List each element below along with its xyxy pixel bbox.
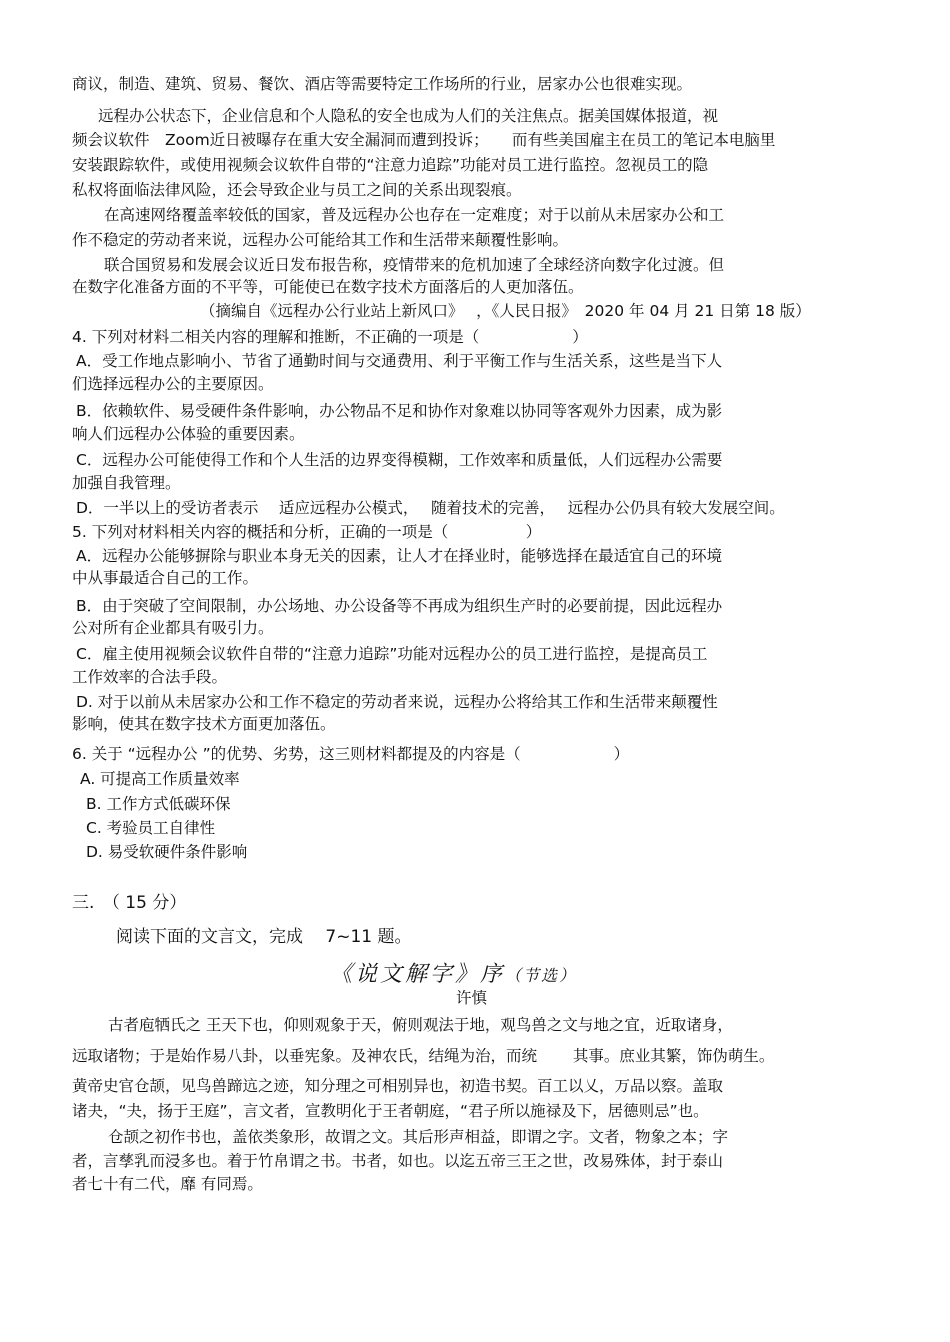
question-4-option-d: D．一半以上的受访者表示 适应远程办公模式， 随着技术的完善， 远程办公仍具有较大发展空间。 <box>76 499 785 517</box>
passage-line: 安装跟踪软件，或使用视频会议软件自带的“注意力追踪”功能对员工进行监控。忽视员工的隐 <box>72 156 709 174</box>
passage-line: 在高速网络覆盖率较低的国家，普及远程办公也存在一定难度；对于以前从未居家办公和工 <box>104 206 725 224</box>
question-5-option-d: 影响，使其在数字技术方面更加落伍。 <box>72 715 336 733</box>
classical-text-line: 仓颉之初作书也，盖依类象形，故谓之文。其后形声相益，即谓之字。文者，物象之本；字 <box>108 1128 729 1146</box>
passage-line: 私权将面临法律风险，还会导致企业与员工之间的关系出现裂痕。 <box>72 181 522 199</box>
question-5-option-c: 工作效率的合法手段。 <box>72 668 228 686</box>
question-6-option-c: C. 考验员工自律性 <box>86 819 216 837</box>
title-main: 《说文解字》序 <box>330 962 506 987</box>
question-6-option-a: A. 可提高工作质量效率 <box>80 770 240 788</box>
passage-line: 频会议软件 Zoom近日被曝存在重大安全漏洞而遭到投诉； 而有些美国雇主在员工的笔记本电脑里 <box>72 131 776 149</box>
passage-line: 商议，制造、建筑、贸易、餐饮、酒店等需要特定工作场所的行业，居家办公也很难实现。 <box>72 75 693 93</box>
question-4-option-b: 响人们远程办公体验的重要因素。 <box>72 425 305 443</box>
classical-text-line: 者，言孳乳而浸多也。着于竹帛谓之书。书者，如也。以迄五帝三王之世，改易殊体，封于泰山 <box>72 1152 724 1170</box>
question-4-option-a: A．受工作地点影响小、节省了通勤时间与交通费用、利于平衡工作与生活关系，这些是当下人 <box>76 352 723 370</box>
passage-line: 联合国贸易和发展会议近日发布报告称，疫情带来的危机加速了全球经济向数字化过渡。但 <box>104 256 725 274</box>
section-heading: 三. （ 15 分） <box>72 893 187 913</box>
question-6-option-b: B. 工作方式低碳环保 <box>86 795 231 813</box>
question-4-stem: 4. 下列对材料二相关内容的理解和推断，不正确的一项是（ ） <box>72 328 588 346</box>
passage-line: 作不稳定的劳动者来说，远程办公可能给其工作和生活带来颠覆性影响。 <box>72 231 569 249</box>
section-instruction: 阅读下面的文言文，完成 7~11 题。 <box>116 927 412 947</box>
title-sub: （节选） <box>505 966 578 985</box>
question-5-option-c: C．雇主使用视频会议软件自带的“注意力追踪”功能对远程办公的员工进行监控，是提高员工 <box>76 645 708 663</box>
question-4-option-c: C．远程办公可能使得工作和个人生活的边界变得模糊，工作效率和质量低，人们远程办公需要 <box>76 451 723 469</box>
passage-line: 远程办公状态下，企业信息和个人隐私的安全也成为人们的关注焦点。据美国媒体报道，视 <box>98 107 719 125</box>
classical-text-line: 黄帝史官仓颉，见鸟兽蹄迒之迹，知分理之可相别异也，初造书契。百工以乂，万品以察。盖取 <box>72 1077 724 1095</box>
question-4-option-b: B．依赖软件、易受硬件条件影响，办公物品不足和协作对象难以协同等客观外力因素，成为影 <box>76 402 723 420</box>
question-5-stem: 5. 下列对材料相关内容的概括和分析，正确的一项是（ ） <box>72 523 542 541</box>
classical-text-line: 诸夬，“夬，扬于王庭”，言文者，宣教明化于王者朝庭，“君子所以施禄及下，居德则忌”也。 <box>72 1102 709 1120</box>
classical-text-line: 远取诸物；于是始作易八卦，以垂宪象。及神农氏，结绳为治，而统 其事。庶业其繁，饰伪萌生。 <box>72 1047 775 1065</box>
classical-text-line: 古者庖牺氏之 王天下也，仰则观象于天，俯则观法于地，观鸟兽之文与地之宜，近取诸身， <box>108 1016 733 1034</box>
author-name: 许慎 <box>456 989 488 1007</box>
classical-text-line: 者七十有二代，靡 有同焉。 <box>72 1175 263 1193</box>
passage-line: 在数字化准备方面的不平等，可能使已在数字技术方面落后的人更加落伍。 <box>72 278 584 296</box>
question-5-option-a: 中从事最适合自己的工作。 <box>72 569 259 587</box>
classical-text-title <box>330 957 577 988</box>
question-5-option-b: 公对所有企业都具有吸引力。 <box>72 619 274 637</box>
question-6-stem: 6. 关于 “远程办公 ”的优势、劣势，这三则材料都提及的内容是（ ） <box>72 745 630 763</box>
question-5-option-d: D. 对于以前从未居家办公和工作不稳定的劳动者来说，远程办公将给其工作和生活带来颠覆性 <box>76 693 718 711</box>
source-citation: （摘编自《远程办公行业站上新风口》 ，《人民日报》 2020 年 04 月 21 日第 18 版） <box>200 302 811 320</box>
question-6-option-d: D. 易受软硬件条件影响 <box>86 843 248 861</box>
question-5-option-b: B．由于突破了空间限制，办公场地、办公设备等不再成为组织生产时的必要前提，因此远程办 <box>76 597 723 615</box>
question-5-option-a: A．远程办公能够摒除与职业本身无关的因素，让人才在择业时，能够选择在最适宜自己的环境 <box>76 547 723 565</box>
question-4-option-c: 加强自我管理。 <box>72 474 181 492</box>
question-4-option-a: 们选择远程办公的主要原因。 <box>72 375 274 393</box>
